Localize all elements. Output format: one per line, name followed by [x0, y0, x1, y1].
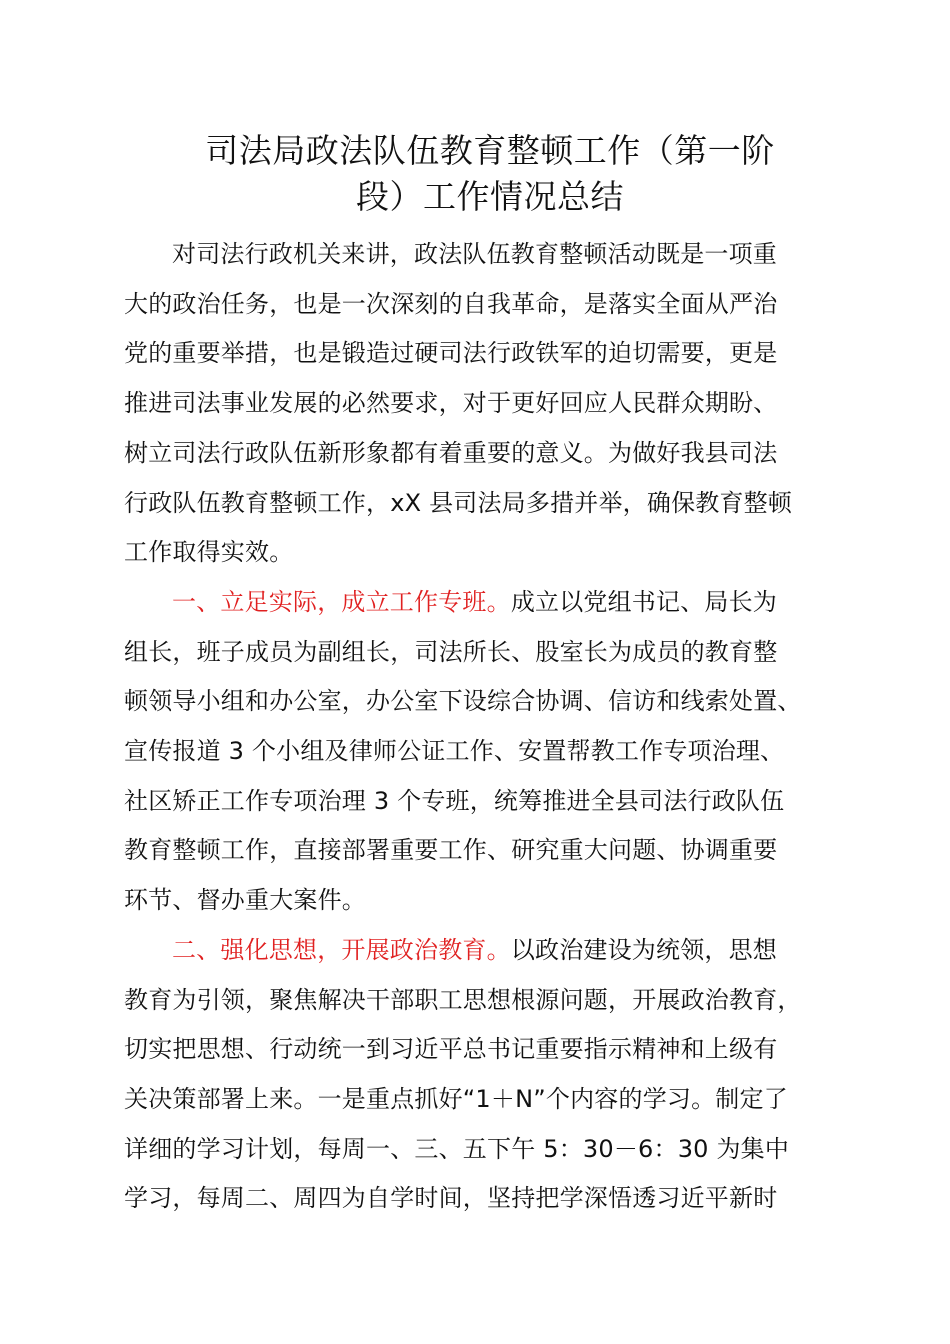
paragraph-section-1 [124, 578, 864, 926]
text-line: 大的政治任务，也是一次深刻的自我革命，是落实全面从严治 [124, 289, 778, 318]
text-line: 对司法行政机关来讲，政法队伍教育整顿活动既是一项重 [172, 240, 777, 268]
text-line: 宣传报道 3 个小组及律师公证工作、安置帮教工作专项治理、 [124, 737, 785, 766]
title-line-2: 段）工作情况总结 [356, 177, 624, 216]
text-line: 社区矫正工作专项治理 3 个专班，统筹推进全县司法行政队伍 [124, 786, 785, 815]
text-line: 教育整顿工作，直接部署重要工作、研究重大问题、协调重要 [124, 836, 778, 865]
text-line: 组长，班子成员为副组长，司法所长、股室长为成员的教育整 [124, 637, 778, 666]
document-body [124, 230, 864, 1224]
text-line: 关决策部署上来。一是重点抓好“1＋N”个内容的学习。制定了 [124, 1084, 788, 1113]
section-2-first-line-rest: 以政治建设为统领，思想 [510, 935, 778, 964]
title-line-1: 司法局政法队伍教育整顿工作（第一阶 [205, 131, 775, 170]
document-title [150, 128, 830, 220]
text-line: 推进司法事业发展的必然要求，对于更好回应人民群众期盼、 [124, 389, 778, 418]
paragraph-section-2 [124, 926, 864, 1224]
text-line: 工作取得实效。 [124, 538, 294, 567]
text-line [124, 578, 864, 628]
section-heading-2: 二、强化思想，开展政治教育。 [172, 935, 511, 964]
text-line: 环节、督办重大案件。 [124, 886, 366, 915]
text-line: 党的重要举措，也是锻造过硬司法行政铁军的迫切需要，更是 [124, 339, 778, 368]
section-heading-1: 一、立足实际，成立工作专班。 [172, 587, 511, 616]
text-line: 切实把思想、行动统一到习近平总书记重要指示精神和上级有 [124, 1035, 778, 1064]
text-line: 详细的学习计划，每周一、三、五下午 5：30－6：30 为集中 [124, 1134, 790, 1163]
text-line: 顿领导小组和办公室，办公室下设综合协调、信访和线索处置、 [124, 687, 802, 716]
text-line [124, 926, 864, 976]
text-line: 行政队伍教育整顿工作，xX 县司法局多措并举，确保教育整顿 [124, 488, 793, 517]
section-1-first-line-rest: 成立以党组书记、局长为 [510, 587, 778, 616]
text-line: 树立司法行政队伍新形象都有着重要的意义。为做好我县司法 [124, 438, 778, 467]
text-line: 教育为引领，聚焦解决干部职工思想根源问题，开展政治教育， [124, 985, 802, 1014]
paragraph-intro [124, 230, 864, 578]
text-line: 学习，每周二、周四为自学时间，坚持把学深悟透习近平新时 [124, 1184, 778, 1213]
